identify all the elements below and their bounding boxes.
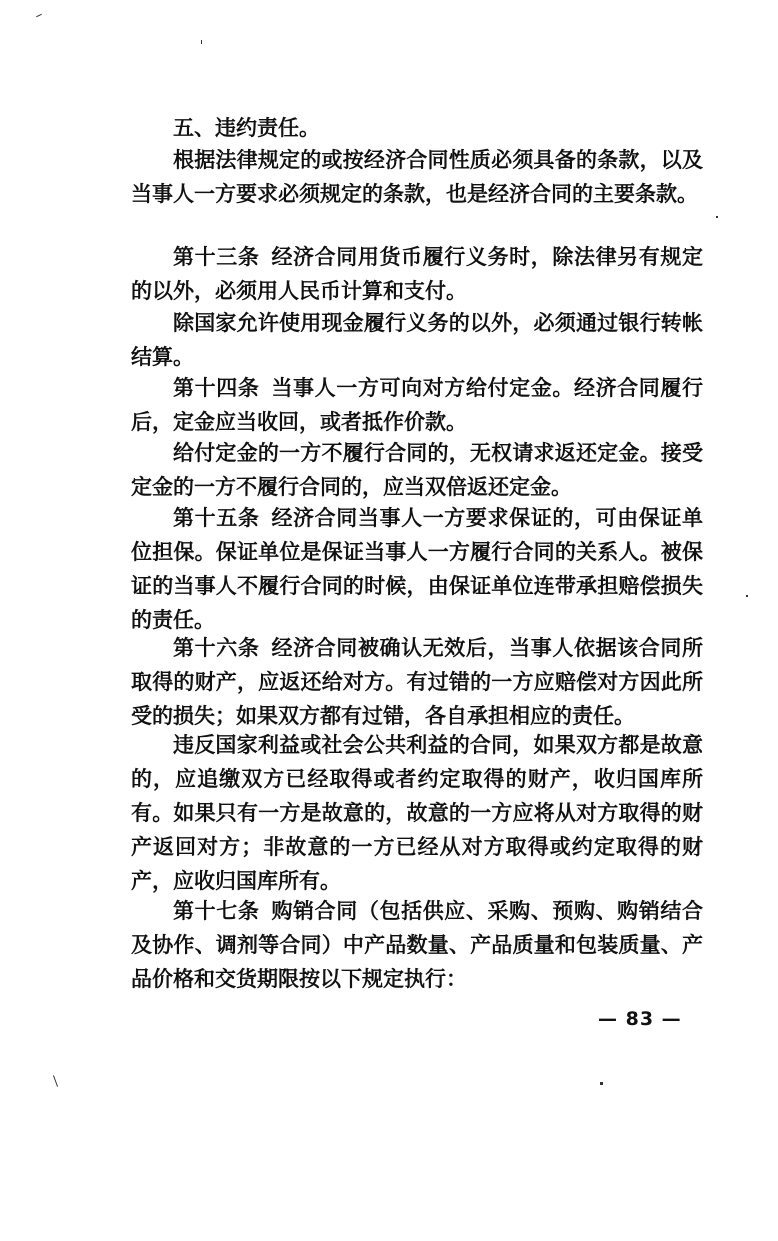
paragraph-text: 经济合同当事人一方要求保证的，可由保证单位担保。保证单位是保证当事人一方履行合同的关系人。被保证的当事人不履行合同的时候，由保证单位连带承担赔偿损失的责任。 [131, 505, 704, 632]
article-number: 第十五条 [173, 505, 260, 530]
scan-speck [36, 14, 42, 17]
paragraph-article-16 [131, 631, 703, 733]
paragraph-text: 违反国家利益或社会公共利益的合同，如果双方都是故意的，应追缴双方已经取得或者约定取得的财产，收归国库所有。如果只有一方是故意的，故意的一方应将从对方取得的财产返回对方；非故意的一方已经从对方取得或约定取得的财产，应收归国库所有。 [131, 732, 703, 893]
paragraph-text: 经济合同用货币履行义务时，除法律另有规定的以外，必须用人民币计算和支付。 [131, 244, 704, 303]
paragraph [131, 436, 703, 504]
scan-speck [201, 40, 202, 44]
scan-speck [600, 1082, 603, 1085]
scan-speck [746, 595, 748, 597]
section-heading: 五、违约责任。 [173, 115, 320, 140]
article-number: 第十七条 [173, 898, 260, 923]
paragraph-text: 购销合同（包括供应、采购、预购、购销结合及协作、调剂等合同）中产品数量、产品质量和包装质量、产品价格和交货期限按以下规定执行： [131, 898, 704, 991]
paragraph-article-13 [131, 240, 703, 308]
paragraph-text: 当事人一方可向对方给付定金。经济合同履行后，定金应当收回，或者抵作价款。 [131, 375, 704, 434]
scan-speck [53, 1075, 58, 1087]
paragraph-text: 给付定金的一方不履行合同的，无权请求返还定金。接受定金的一方不履行合同的，应当双倍返还定金。 [131, 440, 703, 499]
paragraph-text: 根据法律规定的或按经济合同性质必须具备的条款，以及当事人一方要求必须规定的条款，也是经济合同的主要条款。 [131, 147, 703, 206]
paragraph [131, 728, 703, 898]
paragraph-article-17 [131, 894, 703, 996]
article-number: 第十三条 [173, 244, 260, 269]
article-number: 第十六条 [173, 635, 260, 660]
scan-speck [716, 216, 718, 218]
article-number: 第十四条 [173, 375, 260, 400]
paragraph [131, 306, 703, 374]
page-number: — 83 — [598, 1008, 682, 1030]
paragraph-text: 除国家允许使用现金履行义务的以外，必须通过银行转帐结算。 [131, 310, 703, 369]
paragraph-article-15 [131, 501, 703, 637]
paragraph-article-14 [131, 371, 703, 439]
paragraph-text: 经济合同被确认无效后，当事人依据该合同所取得的财产，应返还给对方。有过错的一方应赔偿对方因此所受的损失；如果双方都有过错，各自承担相应的责任。 [131, 635, 704, 728]
paragraph [131, 143, 703, 211]
